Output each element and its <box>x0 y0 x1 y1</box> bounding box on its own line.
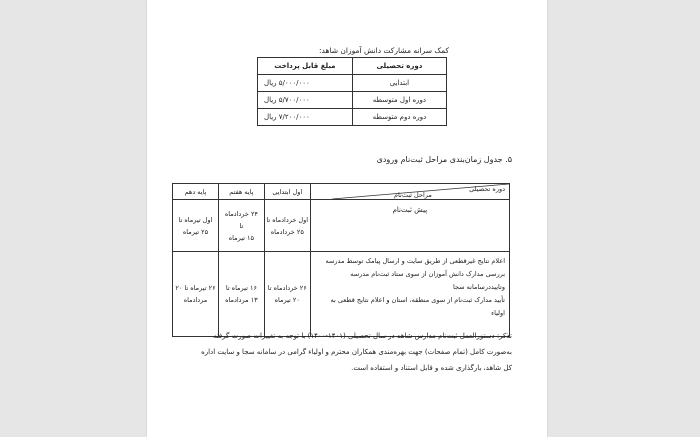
amount-cell: ۵/۷۰۰/۰۰۰ ریال <box>258 92 353 109</box>
amount-cell: ۷/۲۰۰/۰۰۰ ریال <box>258 109 353 126</box>
note-line: تذکر: دستورالعمل ثبت‌نام مدارس شاهد در سال تحصیلی (۱۴۰۱-۱۴۰۰) با توجه به تغییرات صورت گرفته <box>212 332 512 340</box>
pre-registration-row <box>173 200 510 252</box>
pre-seventh-date: ۲۴ خرداد‌ماه تا ۱۵ تیرماه <box>218 200 264 252</box>
table-row <box>258 109 447 126</box>
level-cell: دوره دوم متوسطه <box>352 109 446 126</box>
pre-registration-label: پیش ثبت‌نام <box>310 200 509 252</box>
pre-tenth-date: اول تیرماه تا ۲۵ تیرماه <box>173 200 219 252</box>
table-header-row <box>258 58 447 75</box>
note-line: به‌صورت کامل (تمام صفحات) جهت بهره‌مندی همکاران محترم و اولیاء گرامی در سامانه سجا و سایت اداره <box>201 348 512 356</box>
schedule-header-row <box>173 184 510 200</box>
pre-elementary-date: اول خرداد‌ماه تا ۲۵ خرداد‌ماه <box>264 200 310 252</box>
table-row <box>258 92 447 109</box>
header-elementary: اول ابتدایی <box>264 184 310 200</box>
note-line: کل شاهد، بارگذاری شده و قابل استناد و استفاده است. <box>351 364 512 372</box>
diagonal-header-cell <box>310 184 509 200</box>
header-amount: مبلغ قابل پرداخت <box>258 58 353 75</box>
level-cell: دوره اول متوسطه <box>352 92 446 109</box>
level-cell: ابتدایی <box>352 75 446 92</box>
main-elementary-date: ۲۶ خرداد‌ماه تا ۲۰ تیرماه <box>264 252 310 337</box>
note-paragraph <box>172 328 512 376</box>
contribution-table <box>257 57 447 126</box>
main-stage-row <box>173 252 510 337</box>
main-tenth-date: ۲۶ تیرماه تا ۲۰ مرداد‌ماه <box>173 252 219 337</box>
header-stage-label: مراحل ثبت‌نام <box>394 191 432 199</box>
schedule-table <box>172 183 510 337</box>
section-title: ۵. جدول زمان‌بندی مراحل ثبت‌نام ورودی <box>376 155 512 164</box>
table-row <box>258 75 447 92</box>
amount-cell: ۵/۰۰۰/۰۰۰ ریال <box>258 75 353 92</box>
header-level-label: دوره تحصیلی <box>469 185 505 193</box>
main-seventh-date: ۱۶ تیرماه تا ۱۳ مرداد‌ماه <box>218 252 264 337</box>
table1-caption: کمک سرانه مشارکت دانش آموزان شاهد: <box>319 46 449 55</box>
header-tenth: پایه دهم <box>173 184 219 200</box>
header-level: دوره تحصیلی <box>352 58 446 75</box>
main-stage-description: اعلام نتایج غیرقطعی از طریق سایت و ارسال پیامک توسط مدرسه بررسی مدارک دانش آموزان از سوی ستاد ثبت‌نام مدرسه وتاییددرسامانه سجا تأیید مدارک ثبت‌نام از سوی منطقه، استان و اعلام نتایج قطعی به اولیاء <box>310 252 509 337</box>
header-seventh: پایه هفتم <box>218 184 264 200</box>
